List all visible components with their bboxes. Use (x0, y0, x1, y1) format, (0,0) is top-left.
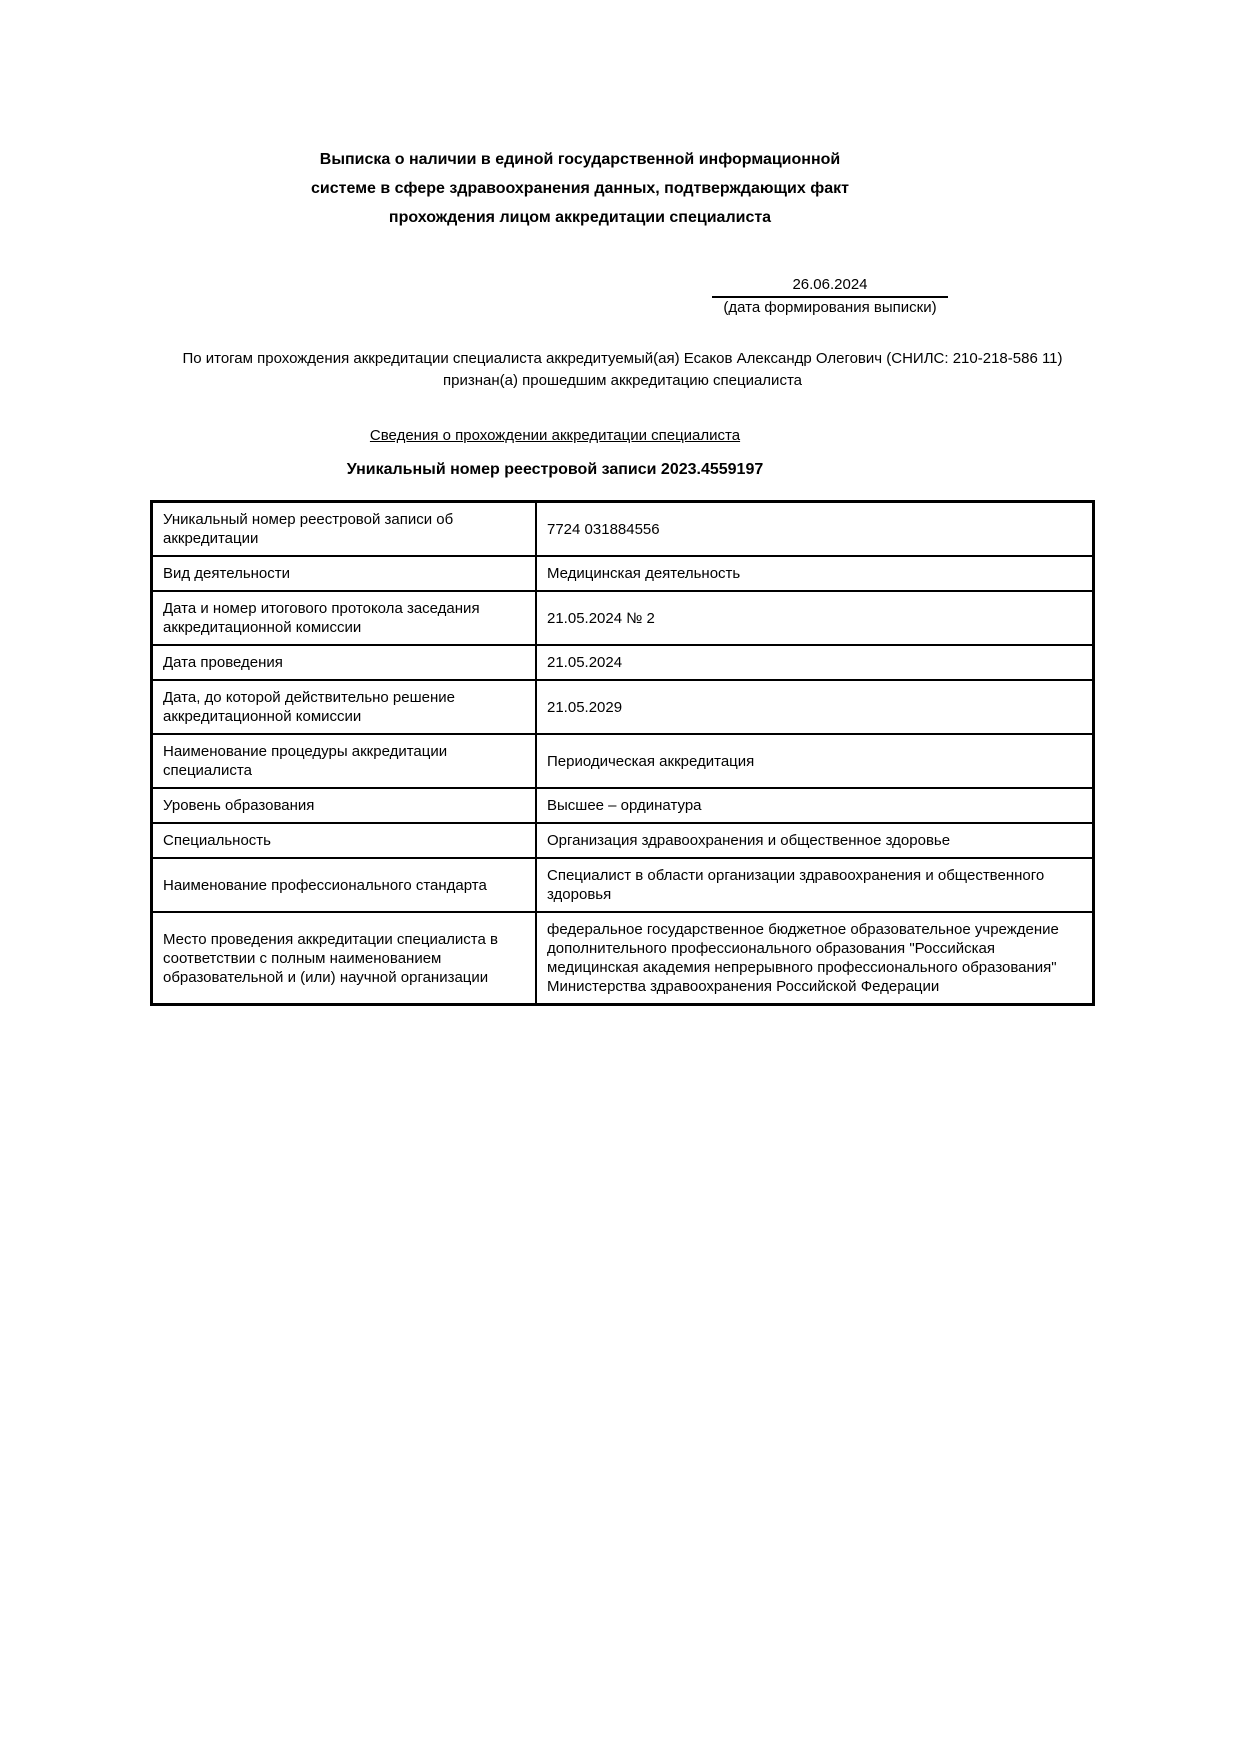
row-value-cell: 21.05.2024 (536, 645, 1094, 680)
table-row (152, 502, 1094, 557)
intro-line: По итогам прохождения аккредитации специалиста аккредитуемый(ая) Есаков Александр Олегович (СНИЛС: 210-218-586 11) (182, 350, 1063, 367)
formation-date-caption: (дата формирования выписки) (723, 299, 937, 316)
row-label-cell: Вид деятельности (152, 556, 537, 591)
document-title (150, 145, 1095, 232)
section-heading: Сведения о прохождении аккредитации специалиста (369, 427, 741, 444)
row-label-cell: Дата, до которой действительно решение аккредитационной комиссии (152, 680, 537, 734)
formation-date-block (712, 274, 948, 318)
table-row (152, 734, 1094, 788)
document-page (150, 0, 1095, 1006)
record-number-value: 2023.4559197 (660, 461, 764, 478)
intro-paragraph (150, 348, 1095, 392)
row-value-cell: 21.05.2029 (536, 680, 1094, 734)
table-row (152, 788, 1094, 823)
table-row (152, 858, 1094, 912)
intro-line: признан(а) прошедшим аккредитацию специалиста (443, 372, 802, 389)
row-value-cell: федеральное государственное бюджетное образовательное учреждение дополнительного профессионального образования "Российская медицинская академия непрерывного профессионального образования" Министерства здравоохранения Российской Федерации (536, 912, 1094, 1005)
table-row (152, 556, 1094, 591)
row-label-cell: Специальность (152, 823, 537, 858)
record-number-line (150, 459, 1095, 481)
document-title-line: прохождения лицом аккредитации специалиста (388, 209, 772, 226)
document-title-line: Выписка о наличии в единой государственной информационной (319, 151, 841, 168)
table-row (152, 645, 1094, 680)
table-row (152, 912, 1094, 1005)
row-value-cell: 7724 031884556 (536, 502, 1094, 557)
record-number-label: Уникальный номер реестровой записи (346, 461, 657, 478)
formation-date: 26.06.2024 (712, 274, 948, 298)
row-value-cell: Медицинская деятельность (536, 556, 1094, 591)
table-row (152, 680, 1094, 734)
row-label-cell: Дата проведения (152, 645, 537, 680)
row-value-cell: Высшее – ординатура (536, 788, 1094, 823)
row-value-cell: Периодическая аккредитация (536, 734, 1094, 788)
document-title-line: системе в сфере здравоохранения данных, подтверждающих факт (311, 180, 849, 197)
row-label-cell: Наименование профессионального стандарта (152, 858, 537, 912)
row-label-cell: Уровень образования (152, 788, 537, 823)
row-value-cell: 21.05.2024 № 2 (536, 591, 1094, 645)
row-label-cell: Место проведения аккредитации специалиста в соответствии с полным наименованием образовательной и (или) научной организации (152, 912, 537, 1005)
row-label-cell: Уникальный номер реестровой записи об аккредитации (152, 502, 537, 557)
row-label-cell: Наименование процедуры аккредитации специалиста (152, 734, 537, 788)
table-row (152, 591, 1094, 645)
row-label-cell: Дата и номер итогового протокола заседания аккредитационной комиссии (152, 591, 537, 645)
table-row (152, 823, 1094, 858)
row-value-cell: Специалист в области организации здравоохранения и общественного здоровья (536, 858, 1094, 912)
row-value-cell: Организация здравоохранения и общественное здоровье (536, 823, 1094, 858)
accreditation-table (150, 500, 1095, 1006)
